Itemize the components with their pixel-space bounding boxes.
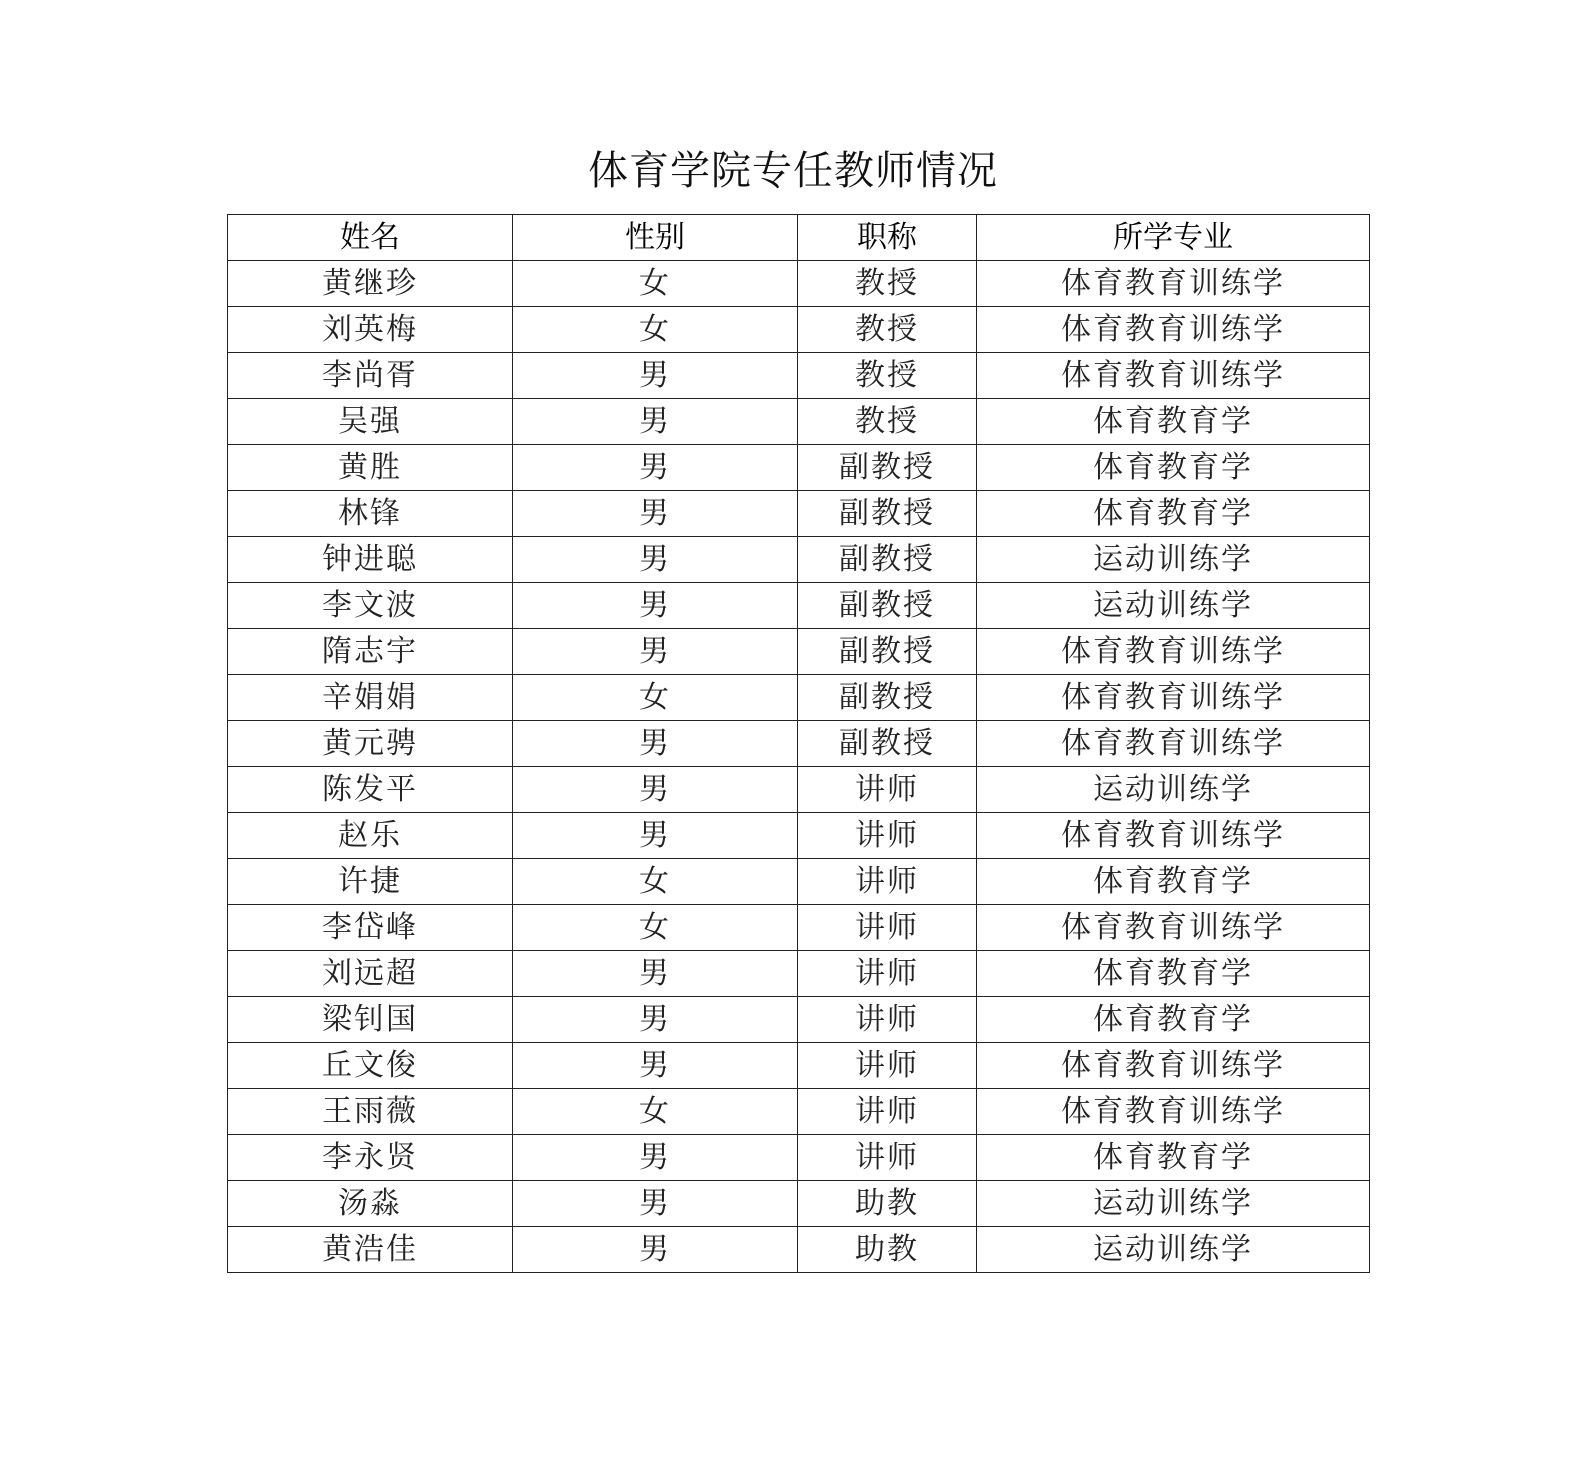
table-row	[228, 583, 1370, 629]
cell-major: 体育教育训练学	[977, 721, 1370, 767]
cell-name: 李尚胥	[228, 353, 513, 399]
cell-title: 教授	[798, 307, 977, 353]
cell-name: 李永贤	[228, 1135, 513, 1181]
cell-name: 林锋	[228, 491, 513, 537]
table-row	[228, 1043, 1370, 1089]
cell-name: 黄元骋	[228, 721, 513, 767]
table-row	[228, 353, 1370, 399]
header-gender: 性别	[513, 215, 798, 261]
cell-major: 体育教育训练学	[977, 307, 1370, 353]
table-row	[228, 491, 1370, 537]
cell-gender: 男	[513, 951, 798, 997]
cell-name: 丘文俊	[228, 1043, 513, 1089]
cell-gender: 男	[513, 997, 798, 1043]
header-major: 所学专业	[977, 215, 1370, 261]
cell-name: 钟进聪	[228, 537, 513, 583]
cell-gender: 女	[513, 675, 798, 721]
table-row	[228, 307, 1370, 353]
cell-gender: 女	[513, 1089, 798, 1135]
cell-title: 副教授	[798, 675, 977, 721]
table-body	[228, 261, 1370, 1273]
cell-name: 隋志宇	[228, 629, 513, 675]
cell-name: 赵乐	[228, 813, 513, 859]
cell-name: 李文波	[228, 583, 513, 629]
table-row	[228, 1135, 1370, 1181]
cell-major: 运动训练学	[977, 583, 1370, 629]
cell-title: 讲师	[798, 1043, 977, 1089]
table-header	[228, 215, 1370, 261]
cell-major: 体育教育训练学	[977, 1089, 1370, 1135]
cell-name: 黄浩佳	[228, 1227, 513, 1273]
cell-gender: 女	[513, 261, 798, 307]
cell-gender: 男	[513, 767, 798, 813]
cell-name: 刘远超	[228, 951, 513, 997]
table-row	[228, 905, 1370, 951]
cell-major: 体育教育训练学	[977, 675, 1370, 721]
cell-title: 讲师	[798, 813, 977, 859]
table-row	[228, 261, 1370, 307]
cell-major: 运动训练学	[977, 1227, 1370, 1273]
cell-name: 李岱峰	[228, 905, 513, 951]
cell-major: 体育教育学	[977, 445, 1370, 491]
table-row	[228, 629, 1370, 675]
cell-name: 黄胜	[228, 445, 513, 491]
cell-gender: 男	[513, 813, 798, 859]
cell-gender: 男	[513, 721, 798, 767]
table-row	[228, 721, 1370, 767]
cell-name: 吴强	[228, 399, 513, 445]
cell-gender: 男	[513, 491, 798, 537]
cell-name: 陈发平	[228, 767, 513, 813]
cell-major: 体育教育训练学	[977, 353, 1370, 399]
cell-major: 体育教育训练学	[977, 1043, 1370, 1089]
header-row	[228, 215, 1370, 261]
cell-gender: 女	[513, 859, 798, 905]
cell-title: 讲师	[798, 859, 977, 905]
cell-major: 体育教育学	[977, 491, 1370, 537]
cell-title: 教授	[798, 399, 977, 445]
cell-gender: 男	[513, 583, 798, 629]
cell-gender: 男	[513, 1135, 798, 1181]
table-row	[228, 767, 1370, 813]
cell-gender: 男	[513, 399, 798, 445]
cell-gender: 男	[513, 1043, 798, 1089]
cell-title: 讲师	[798, 951, 977, 997]
cell-major: 体育教育训练学	[977, 261, 1370, 307]
faculty-table	[227, 214, 1370, 1273]
cell-title: 副教授	[798, 491, 977, 537]
cell-major: 体育教育学	[977, 859, 1370, 905]
cell-gender: 女	[513, 905, 798, 951]
table-row	[228, 1227, 1370, 1273]
cell-major: 体育教育训练学	[977, 813, 1370, 859]
table-row	[228, 1089, 1370, 1135]
cell-gender: 男	[513, 1227, 798, 1273]
cell-title: 教授	[798, 353, 977, 399]
table-row	[228, 399, 1370, 445]
cell-title: 助教	[798, 1181, 977, 1227]
cell-major: 体育教育训练学	[977, 905, 1370, 951]
cell-title: 讲师	[798, 905, 977, 951]
table-row	[228, 1181, 1370, 1227]
cell-major: 体育教育训练学	[977, 629, 1370, 675]
table-row	[228, 997, 1370, 1043]
cell-name: 辛娟娟	[228, 675, 513, 721]
cell-name: 汤淼	[228, 1181, 513, 1227]
cell-name: 王雨薇	[228, 1089, 513, 1135]
cell-major: 运动训练学	[977, 767, 1370, 813]
cell-title: 讲师	[798, 997, 977, 1043]
cell-name: 黄继珍	[228, 261, 513, 307]
cell-gender: 男	[513, 445, 798, 491]
cell-major: 运动训练学	[977, 537, 1370, 583]
cell-major: 体育教育学	[977, 1135, 1370, 1181]
cell-major: 体育教育学	[977, 997, 1370, 1043]
cell-title: 副教授	[798, 721, 977, 767]
cell-title: 讲师	[798, 1089, 977, 1135]
cell-title: 副教授	[798, 445, 977, 491]
table-row	[228, 951, 1370, 997]
cell-title: 教授	[798, 261, 977, 307]
cell-name: 许捷	[228, 859, 513, 905]
cell-gender: 男	[513, 629, 798, 675]
cell-major: 运动训练学	[977, 1181, 1370, 1227]
cell-gender: 男	[513, 1181, 798, 1227]
header-name: 姓名	[228, 215, 513, 261]
table-row	[228, 813, 1370, 859]
cell-major: 体育教育学	[977, 951, 1370, 997]
cell-gender: 女	[513, 307, 798, 353]
table-row	[228, 445, 1370, 491]
cell-title: 副教授	[798, 537, 977, 583]
cell-gender: 男	[513, 537, 798, 583]
cell-major: 体育教育学	[977, 399, 1370, 445]
cell-name: 梁钊国	[228, 997, 513, 1043]
table-row	[228, 537, 1370, 583]
cell-title: 讲师	[798, 1135, 977, 1181]
cell-name: 刘英梅	[228, 307, 513, 353]
table-row	[228, 675, 1370, 721]
cell-title: 副教授	[798, 583, 977, 629]
header-title: 职称	[798, 215, 977, 261]
table-row	[228, 859, 1370, 905]
cell-title: 讲师	[798, 767, 977, 813]
cell-title: 副教授	[798, 629, 977, 675]
cell-gender: 男	[513, 353, 798, 399]
cell-title: 助教	[798, 1227, 977, 1273]
page-title: 体育学院专任教师情况	[588, 148, 998, 194]
